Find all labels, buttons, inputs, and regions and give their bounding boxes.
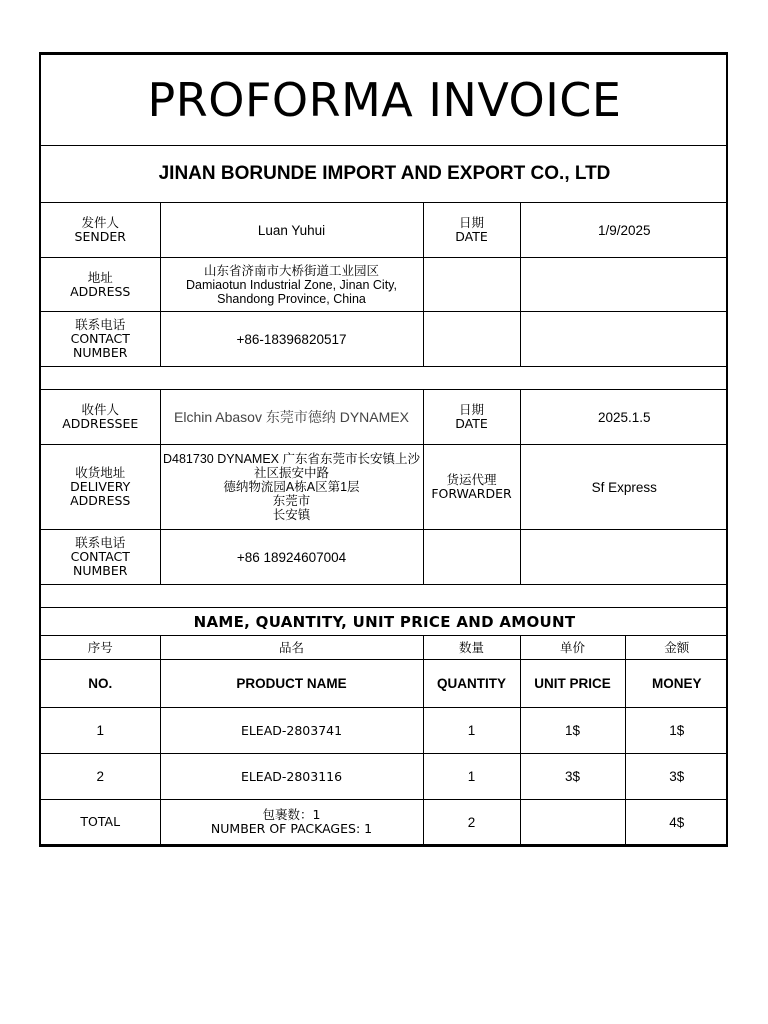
- addressee-value: Elchin Abasov 东莞市德纳 DYNAMEX: [160, 390, 423, 445]
- header-cn-no: 序号: [41, 636, 160, 660]
- sender-value: Luan Yuhui: [160, 203, 423, 258]
- total-label: TOTAL: [41, 800, 160, 845]
- header-money: MONEY: [625, 660, 728, 708]
- empty-cell: [423, 312, 520, 367]
- row-money: 3$: [625, 754, 728, 800]
- spacer-row: [41, 367, 728, 390]
- total-packages: 包裹数：1 NUMBER OF PACKAGES: 1: [160, 800, 423, 845]
- sender-contact-value: +86-18396820517: [160, 312, 423, 367]
- items-section-heading: NAME, QUANTITY, UNIT PRICE AND AMOUNT: [41, 608, 728, 636]
- table-row: [41, 708, 728, 754]
- header-cn-money: 金额: [625, 636, 728, 660]
- invoice-title: PROFORMA INVOICE: [41, 55, 728, 146]
- header-no: NO.: [41, 660, 160, 708]
- addressee-contact-label: 联系电话 CONTACT NUMBER: [41, 530, 160, 585]
- sender-date-label: 日期 DATE: [423, 203, 520, 258]
- addressee-contact-value: +86 18924607004: [160, 530, 423, 585]
- table-row: [41, 754, 728, 800]
- address-value: 山东省济南市大桥街道工业园区 Damiaotun Industrial Zone, Jinan City, Shandong Province, China: [160, 258, 423, 312]
- addressee-label: 收件人 ADDRESSEE: [41, 390, 160, 445]
- row-no: 1: [41, 708, 160, 754]
- row-quantity: 1: [423, 708, 520, 754]
- empty-cell: [520, 312, 728, 367]
- total-quantity: 2: [423, 800, 520, 845]
- header-cn-quantity: 数量: [423, 636, 520, 660]
- header-product-name: PRODUCT NAME: [160, 660, 423, 708]
- empty-cell: [423, 258, 520, 312]
- forwarder-value: Sf Express: [520, 445, 728, 530]
- total-unit-price: [520, 800, 625, 845]
- row-unit-price: 1$: [520, 708, 625, 754]
- empty-cell: [423, 530, 520, 585]
- delivery-address-value: D481730 DYNAMEX 广东省东莞市长安镇上沙社区振安中路 德纳物流园A栋A区第1层 东莞市 长安镇: [160, 445, 423, 530]
- forwarder-label: 货运代理 FORWARDER: [423, 445, 520, 530]
- sender-contact-label: 联系电话 CONTACT NUMBER: [41, 312, 160, 367]
- row-money: 1$: [625, 708, 728, 754]
- address-label: 地址 ADDRESS: [41, 258, 160, 312]
- empty-cell: [520, 258, 728, 312]
- row-product-name: ELEAD-2803741: [160, 708, 423, 754]
- addressee-date-value: 2025.1.5: [520, 390, 728, 445]
- row-no: 2: [41, 754, 160, 800]
- delivery-address-label: 收货地址 DELIVERY ADDRESS: [41, 445, 160, 530]
- header-cn-unit-price: 单价: [520, 636, 625, 660]
- addressee-date-label: 日期 DATE: [423, 390, 520, 445]
- total-row: [41, 800, 728, 845]
- spacer-row: [41, 585, 728, 608]
- invoice-table: [41, 54, 728, 845]
- invoice-sheet: [39, 52, 728, 847]
- empty-cell: [520, 530, 728, 585]
- total-money: 4$: [625, 800, 728, 845]
- sender-label: 发件人 SENDER: [41, 203, 160, 258]
- header-unit-price: UNIT PRICE: [520, 660, 625, 708]
- row-quantity: 1: [423, 754, 520, 800]
- row-unit-price: 3$: [520, 754, 625, 800]
- header-quantity: QUANTITY: [423, 660, 520, 708]
- header-cn-product: 品名: [160, 636, 423, 660]
- company-name: JINAN BORUNDE IMPORT AND EXPORT CO., LTD: [41, 146, 728, 203]
- sender-date-value: 1/9/2025: [520, 203, 728, 258]
- row-product-name: ELEAD-2803116: [160, 754, 423, 800]
